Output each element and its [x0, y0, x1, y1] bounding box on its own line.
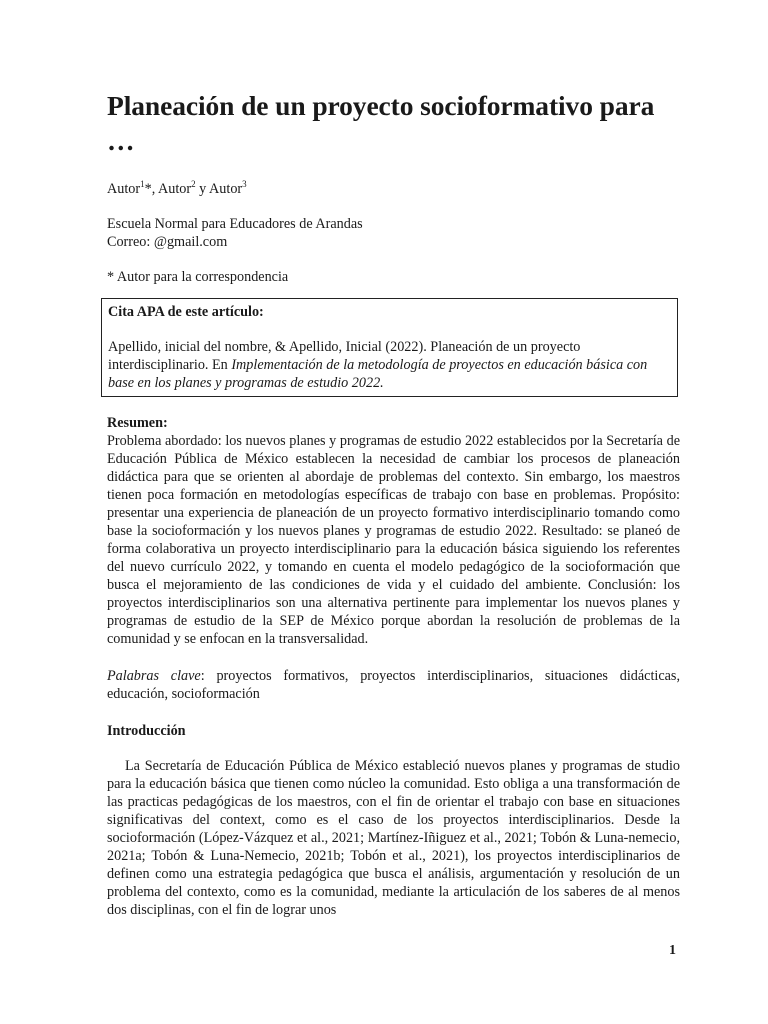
author-3-superscript: 3 [242, 179, 247, 189]
author-separator: y [195, 181, 210, 197]
author-1-superscript: 1 [140, 179, 145, 189]
keywords-text: : proyectos formativos, proyectos interdisciplinarios, situaciones didácticas, educación, socioformación [107, 668, 680, 702]
author-2-superscript: 2 [191, 179, 196, 189]
abstract-body: Problema abordado: los nuevos planes y programas de estudio 2022 establecidos por la Secretaría de Educación Pública de México establecen la necesidad de cambiar los procesos de planeación didáctica para que se orienten al abordaje de problemas del contexto. Sin embargo, los maestros tienen poca formación en metodologías específicas de trabajo con base en problemas. Propósito: presentar una experiencia de planeación de un proyecto formativo interdisciplinario tomando como base la socioformación y los nuevos planes y programas de estudio 2022. Resultado: se planeó de forma colaborativa un proyecto interdisciplinario para la educación básica siguiendo los referentes del nuevo currículo 2022, y tomando en cuenta el modelo pedagógico de la socioformación que busca el mejoramiento de las condiciones de vida y el cuidado del ambiente. Conclusión: los proyectos interdisciplinarios son una alternativa pertinente para implementar los nuevos planes y programas de estudio de la SEP de México porque abordan la resolución de problemas de la comunidad y se enfocan en la transversalidad. [107, 433, 680, 647]
author-3: Autor [209, 181, 243, 197]
citation-heading: Cita APA de este artículo: [108, 304, 264, 320]
keywords-label: Palabras clave [107, 668, 201, 684]
citation-text-plain: Apellido, inicial del nombre, & Apellido, Inicial (2022). Planeación de un proyecto interdisciplinario. En [108, 339, 581, 373]
article-title: Planeación de un proyecto socioformativo para … [107, 90, 655, 156]
citation-box [101, 298, 678, 397]
abstract-heading: Resumen: [107, 415, 168, 431]
introduction-body: La Secretaría de Educación Pública de México estableció nuevos planes y programas de studio para la educación básica que tienen como núcleo la comunidad. Esto obliga a una transformación de las practicas pedagógicas de los maestros, con el fin de orientar el trabajo con base en situaciones significativas del context, como es el caso de los proyectos interdisciplinarios. Desde la socioformación (López-Vázquez et al., 2021; Martínez-Iñiguez et al., 2021; Tobón & Luna-nemecio, 2021a; Tobón & Luna-Nemecio, 2021b; Tobón et al., 2021), los proyectos interdisciplinarios de definen como una estrategia pedagógica que busca el análisis, argumentación y resolución de un problema del contexto, como es la comunidad, mediante la articulación de los saberes de al menos dos disciplinas, con el fin de lograr unos [107, 758, 680, 918]
page-number: 1 [669, 943, 676, 958]
introduction-heading: Introducción [107, 723, 186, 739]
affiliation-email: Correo: @gmail.com [107, 234, 228, 250]
correspondence-note: * Autor para la correspondencia [107, 269, 289, 285]
author-2: Autor [158, 181, 192, 197]
citation-text-italic: Implementación de la metodología de proyectos en educación básica con base en los planes y programas de estudio 2022. [108, 357, 648, 391]
article-body [107, 88, 680, 919]
author-1: Autor [107, 181, 141, 197]
author-1-marker: *, [144, 181, 159, 197]
citation-text [108, 338, 671, 392]
author-line [107, 180, 680, 198]
keywords-paragraph [107, 667, 680, 703]
affiliation-institution: Escuela Normal para Educadores de Arandas [107, 216, 363, 232]
